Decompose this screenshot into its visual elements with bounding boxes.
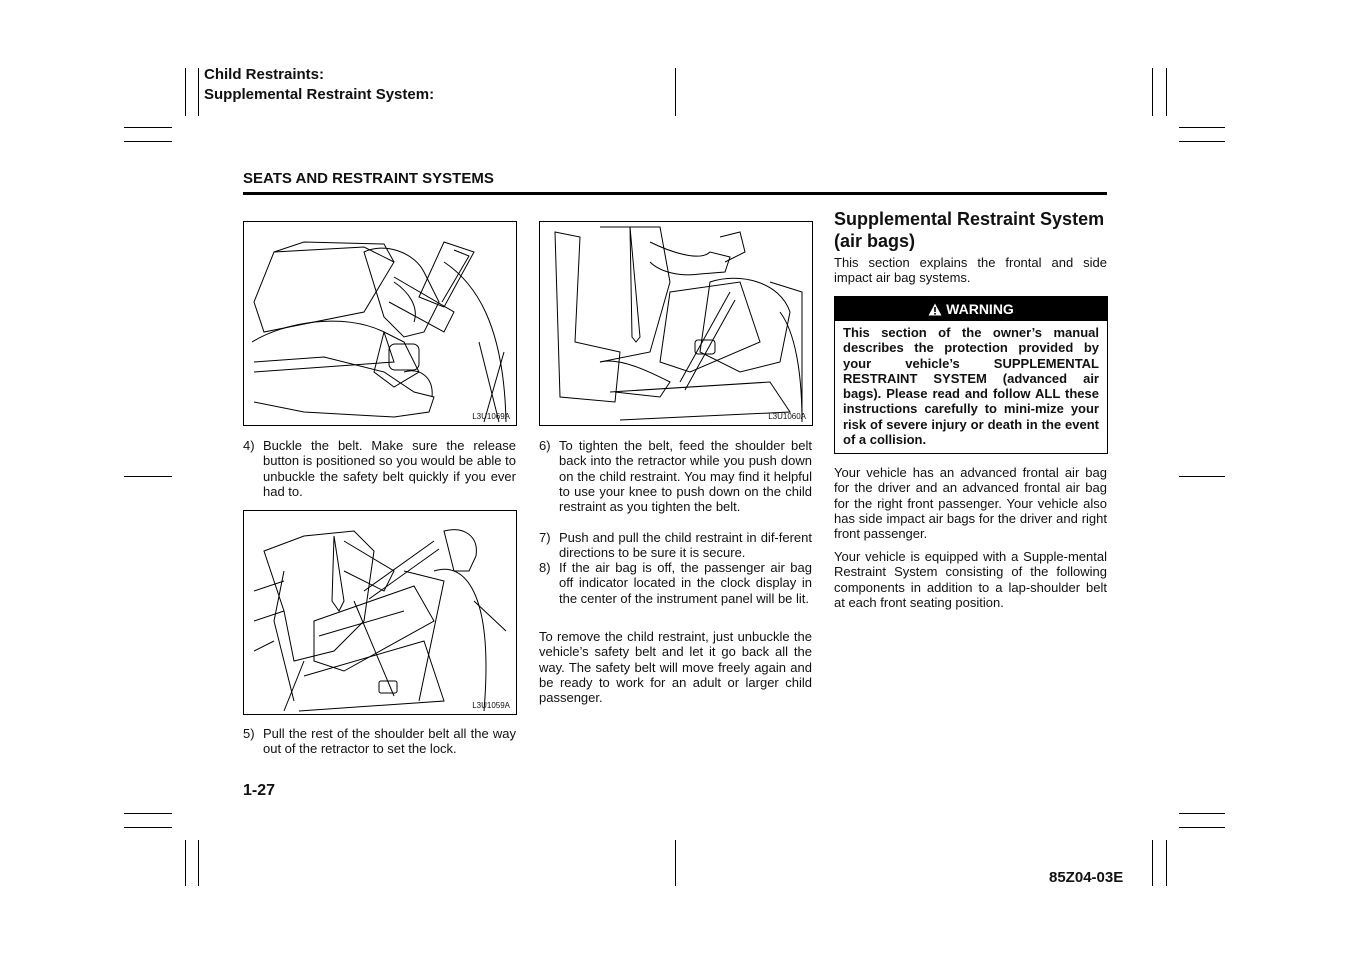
- step-4: [243, 438, 516, 499]
- figure-tighten-belt: [539, 221, 813, 426]
- figure-code: L3U1059A: [472, 701, 510, 710]
- step-text: To tighten the belt, feed the shoulder belt back into the retractor while you push down on the child restraint. You may find it helpful to use your knee to push down on the child restraint as you tighten the belt.: [559, 438, 812, 515]
- section-title: SEATS AND RESTRAINT SYSTEMS: [243, 170, 494, 187]
- document-code: 85Z04-03E: [1049, 869, 1124, 886]
- step-text: Pull the rest of the shoulder belt all the way out of the retractor to set the lock.: [263, 726, 516, 757]
- pull-shoulder-belt-illustration: [244, 511, 516, 714]
- crop-mark: [1179, 127, 1225, 128]
- warning-box: [834, 296, 1108, 454]
- warning-text: This section of the owner’s manual describes the protection provided by your vehicle’s SUPPLEMENTAL RESTRAINT SYSTEM (advanced air bags). Please read and follow ALL these instructions carefully to mini-mize your risk of severe injury or death in the event of a collision.: [843, 325, 1099, 448]
- step-7: [539, 530, 812, 561]
- figure-code: L3U1069A: [472, 412, 510, 421]
- step-5: [243, 726, 516, 757]
- srs-intro: This section explains the frontal and side impact air bag systems.: [834, 255, 1107, 286]
- crop-mark: [1179, 827, 1225, 828]
- header-note-line1: Child Restraints:: [204, 66, 325, 83]
- crop-mark: [1152, 840, 1153, 886]
- step-text: If the air bag is off, the passenger air bag off indicator located in the clock display in the center of the instrument panel will be lit.: [559, 560, 812, 606]
- step-number: 4): [243, 438, 255, 453]
- step-6: [539, 438, 812, 514]
- remove-restraint-paragraph: To remove the child restraint, just unbuckle the vehicle’s safety belt and let it go back all the way. The safety belt will move freely again and be ready to work for an adult or larger child passenger.: [539, 629, 812, 706]
- figure-pull-shoulder-belt: [243, 510, 517, 715]
- step-number: 8): [539, 560, 551, 575]
- tighten-belt-illustration: [540, 222, 812, 425]
- srs-heading: Supplemental Restraint System (air bags): [834, 209, 1105, 251]
- step-text: Push and pull the child restraint in dif-ferent directions to be sure it is secure.: [559, 530, 812, 561]
- crop-mark: [1179, 141, 1225, 142]
- crop-mark: [185, 68, 186, 116]
- crop-mark: [198, 840, 199, 886]
- section-rule: [243, 192, 1107, 195]
- step-number: 5): [243, 726, 255, 741]
- crop-mark: [198, 68, 199, 116]
- step-number: 7): [539, 530, 551, 545]
- step-number: 6): [539, 438, 551, 453]
- crop-mark: [1179, 813, 1225, 814]
- buckle-belt-illustration: [244, 222, 516, 425]
- crop-mark: [124, 127, 172, 128]
- warning-triangle-icon: [928, 303, 942, 316]
- crop-mark: [124, 827, 172, 828]
- crop-mark: [185, 840, 186, 886]
- crop-mark: [1152, 68, 1153, 116]
- figure-code: L3U1060A: [768, 412, 806, 421]
- crop-mark: [1166, 840, 1167, 886]
- header-note: [204, 65, 434, 105]
- srs-paragraph-1: Your vehicle has an advanced frontal air bag for the driver and an advanced frontal air bag for the right front passenger. Your vehicle also has side impact air bags for the driver and right front passenger.: [834, 465, 1107, 542]
- step-text: Buckle the belt. Make sure the release button is positioned so you would be able to unbuckle the safety belt quickly if you ever had to.: [263, 438, 516, 499]
- crop-mark: [1179, 476, 1225, 477]
- figure-buckle-belt: [243, 221, 517, 426]
- warning-label: WARNING: [946, 301, 1014, 317]
- page-number: 1-27: [243, 782, 276, 799]
- crop-mark: [124, 141, 172, 142]
- header-note-line2: Supplemental Restraint System:: [204, 86, 435, 103]
- crop-mark: [675, 840, 676, 886]
- crop-mark: [675, 68, 676, 116]
- step-8: [539, 560, 812, 606]
- crop-mark: [1166, 68, 1167, 116]
- warning-bar: [835, 297, 1107, 321]
- crop-mark: [124, 476, 172, 477]
- srs-paragraph-2: Your vehicle is equipped with a Supple-mental Restraint System consisting of the following components in addition to a lap-shoulder belt at each front seating position.: [834, 549, 1107, 610]
- crop-mark: [124, 813, 172, 814]
